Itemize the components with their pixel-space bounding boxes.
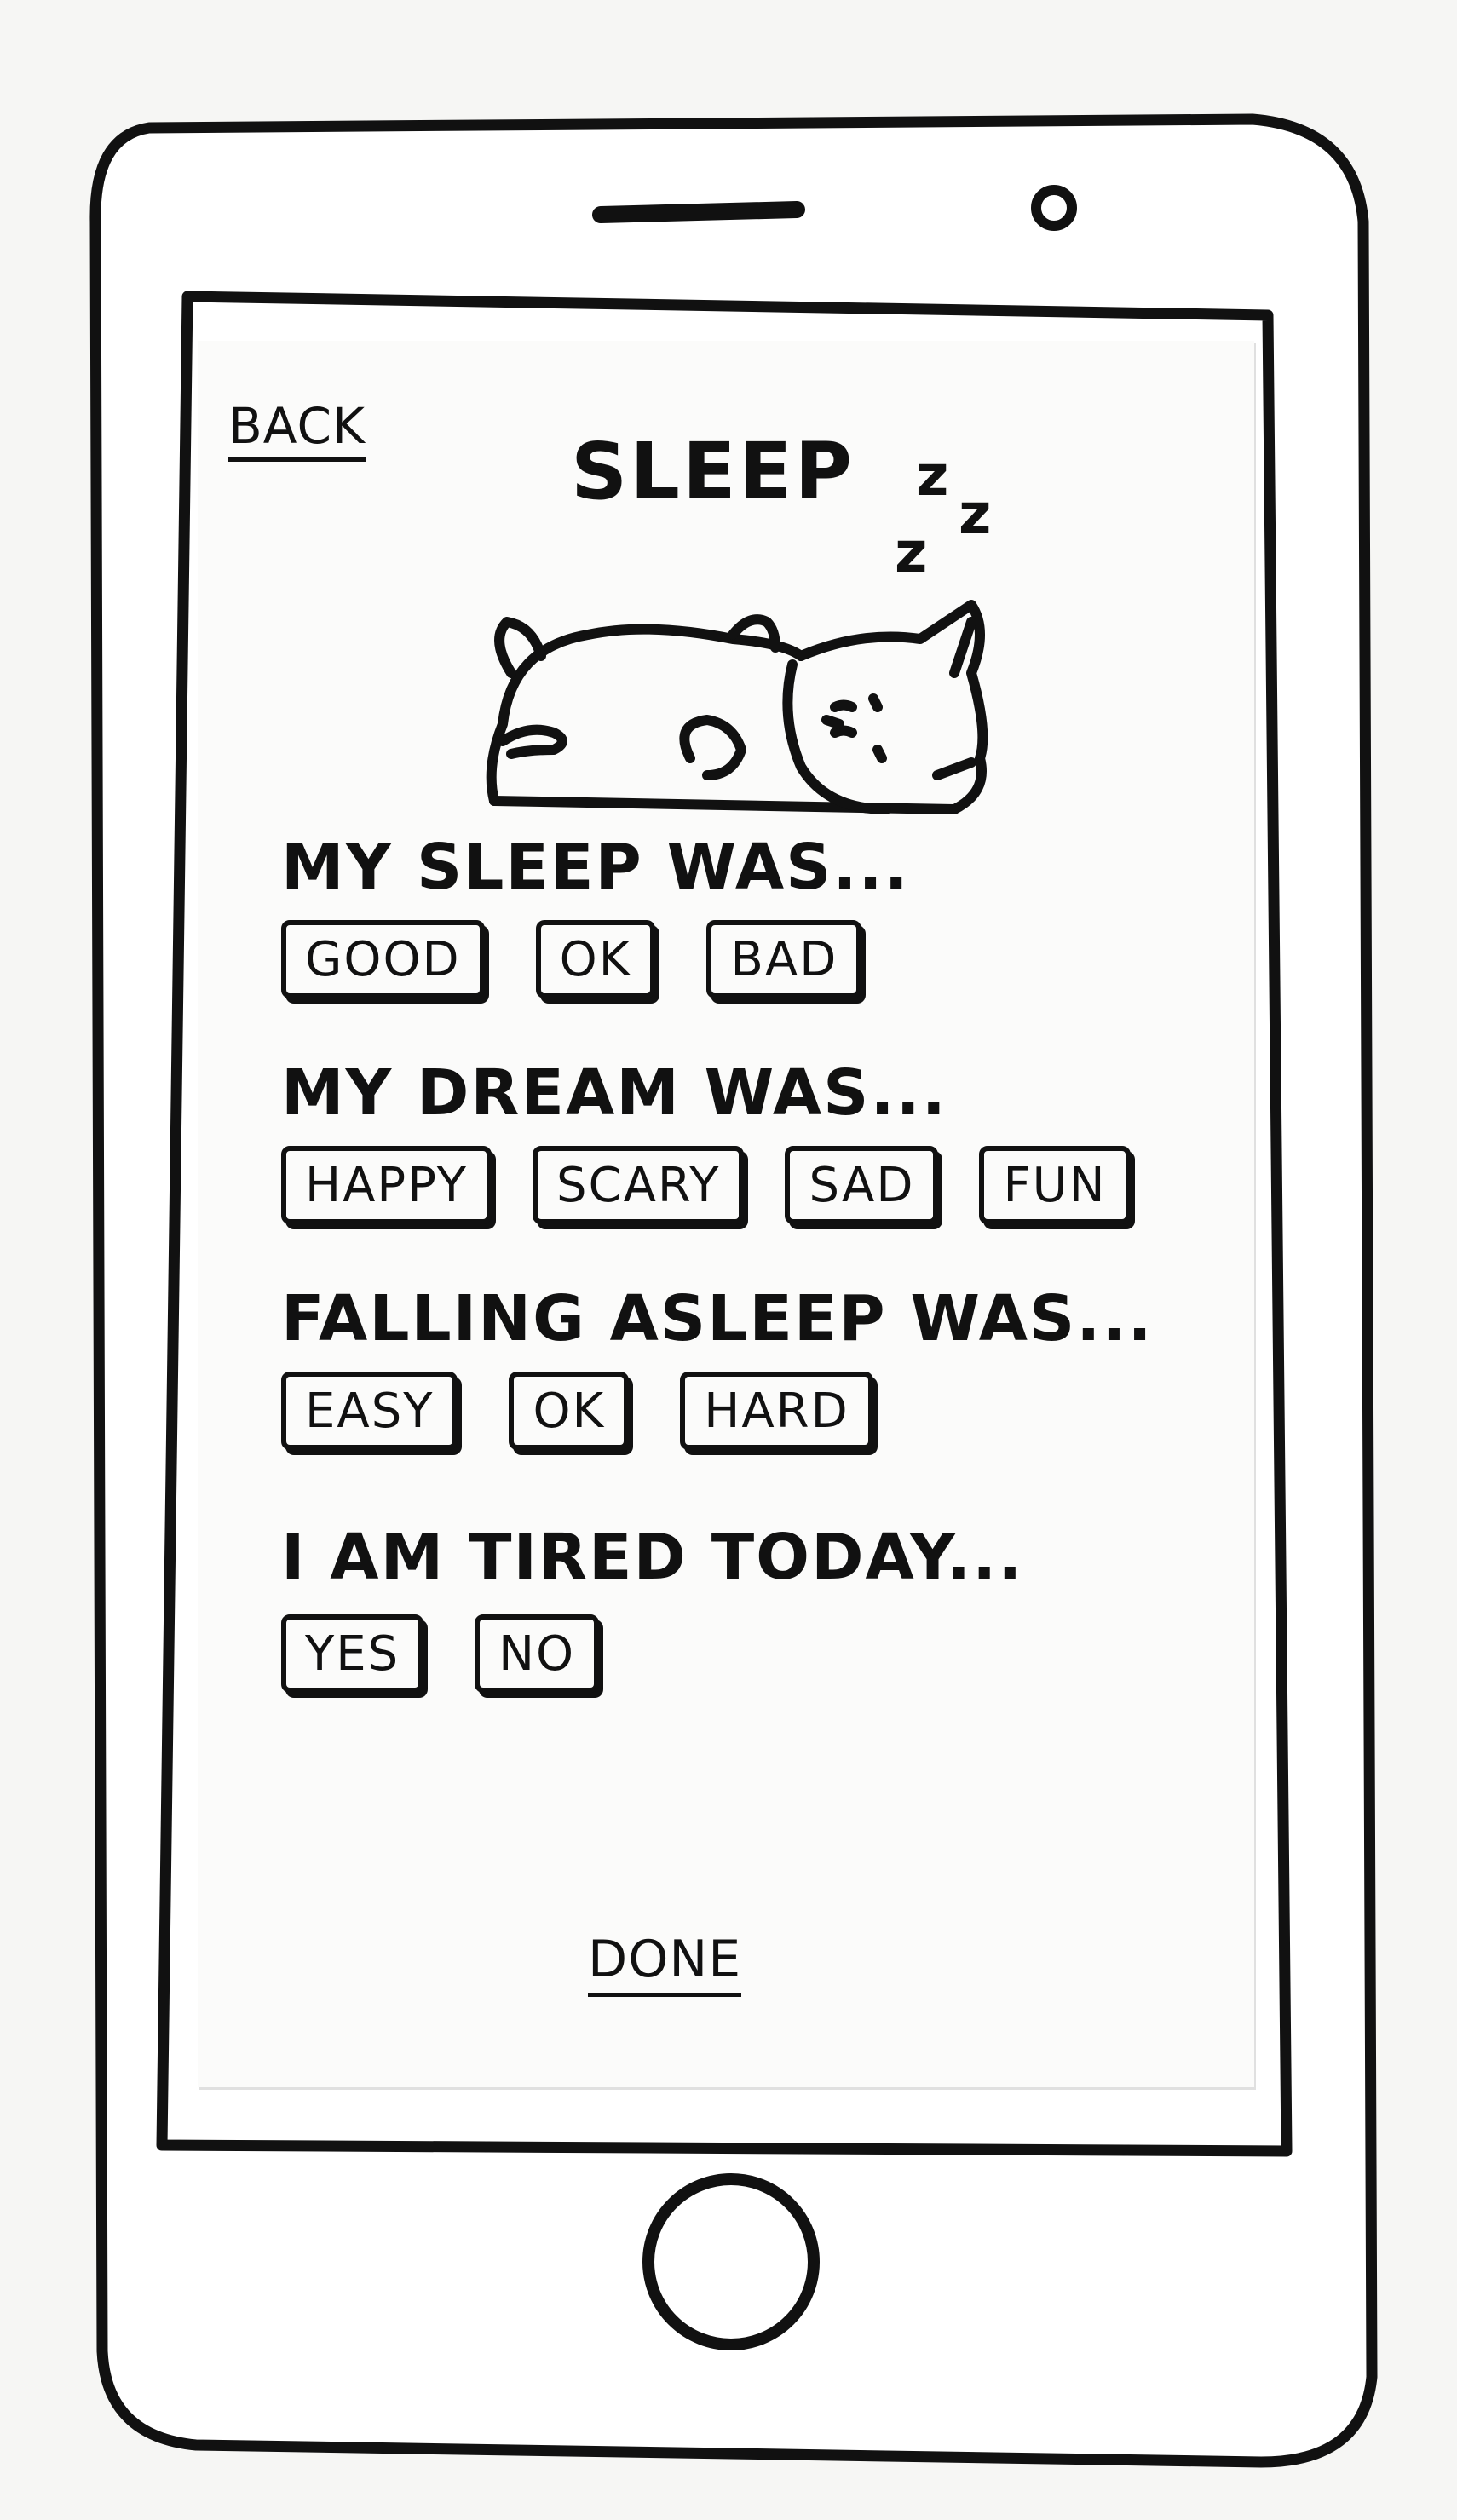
option-no[interactable]: NO: [475, 1614, 599, 1693]
options-tired: [281, 1614, 599, 1693]
options-falling-asleep: [281, 1372, 873, 1450]
sleeping-cat-icon: [477, 596, 1005, 826]
question-tired: I AM TIRED TODAY...: [281, 1521, 1024, 1594]
options-dream: [281, 1146, 1131, 1224]
question-dream: MY DREAM WAS...: [281, 1056, 947, 1130]
option-easy[interactable]: EASY: [281, 1372, 458, 1450]
question-sleep: MY SLEEP WAS...: [281, 831, 910, 904]
back-button[interactable]: BACK: [228, 400, 366, 462]
option-happy[interactable]: HAPPY: [281, 1146, 492, 1224]
options-sleep: [281, 920, 861, 998]
option-good[interactable]: GOOD: [281, 920, 485, 998]
option-ok-2[interactable]: OK: [509, 1372, 629, 1450]
option-yes[interactable]: YES: [281, 1614, 423, 1693]
speaker-slot: [601, 210, 797, 215]
page-title: SLEEP: [571, 426, 855, 517]
zzz-1: z: [895, 520, 928, 585]
option-sad[interactable]: SAD: [785, 1146, 938, 1224]
done-button[interactable]: DONE: [588, 1930, 741, 1997]
zzz-3: z: [916, 443, 949, 509]
option-bad[interactable]: BAD: [706, 920, 861, 998]
option-scary[interactable]: SCARY: [533, 1146, 745, 1224]
option-fun[interactable]: FUN: [979, 1146, 1130, 1224]
option-ok[interactable]: OK: [536, 920, 656, 998]
option-hard[interactable]: HARD: [680, 1372, 872, 1450]
question-falling-asleep: FALLING ASLEEP WAS...: [281, 1282, 1154, 1355]
zzz-2: z: [959, 481, 992, 547]
